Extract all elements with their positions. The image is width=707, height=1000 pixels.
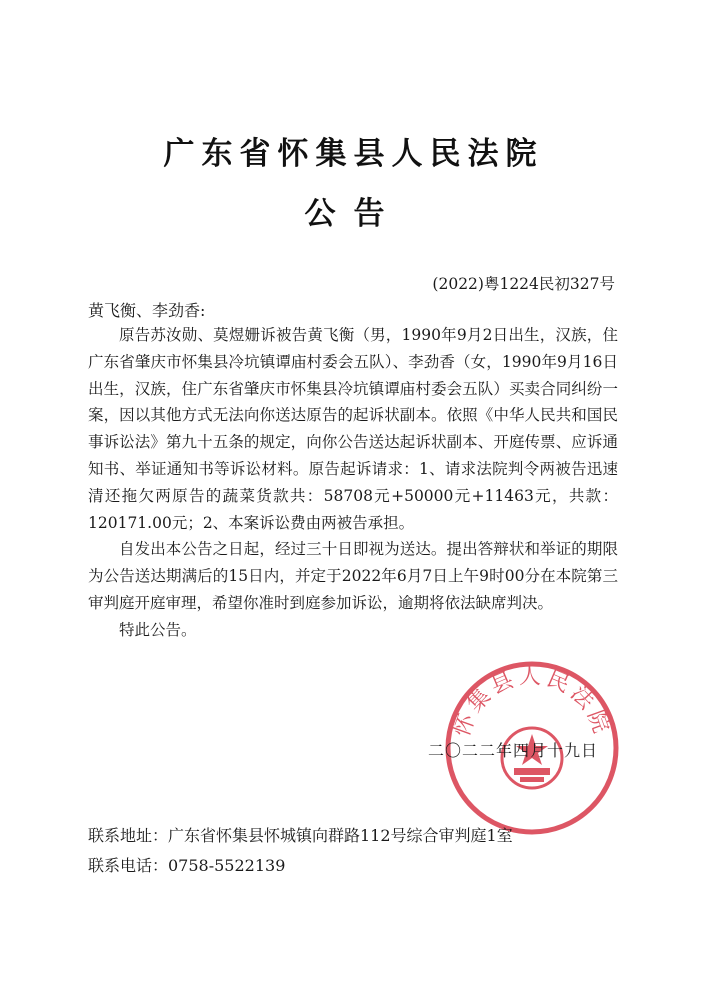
paragraph-claim: 原告苏汝勋、莫煜姗诉被告黄飞衡（男，1990年9月2日出生，汉族，住广东省肇庆市怀集县冷坑镇谭庙村委会五队）、李劲香（女，1990年9月16日出生，汉族，住广东省肇庆市怀集县冷坑镇谭庙村委会五队）买卖合同纠纷一案，因以其他方式无法向你送达原告的起诉状副本。依照《中华人民共和国民事诉讼法》第九十五条的规定，向你公告送达起诉状副本、开庭传票、应诉通知书、举证通知书等诉讼材料。原告起诉请求：1、请求法院判令两被告迅速清还拖欠两原告的蔬菜货款共：58708元+50000元+11463元，共款：120171.00元；2、本案诉讼费由两被告承担。: [88, 326, 618, 532]
paragraph-closing: 特此公告。: [119, 620, 197, 639]
document-type-title: 公告: [304, 196, 403, 232]
addressee: 黄飞衡、李劲香:: [88, 301, 206, 320]
court-name-title: 广东省怀集县人民法院: [163, 136, 544, 172]
svg-text:怀集县人民法院: 怀集县人民法院: [449, 664, 615, 741]
contact-address: 联系地址：广东省怀集县怀城镇向群路112号综合审判庭1室: [88, 826, 513, 845]
case-number: (2022)粤1224民初327号: [432, 275, 615, 293]
contact-phone: 联系电话：0758-5522139: [88, 856, 286, 875]
notice-body: [88, 322, 618, 644]
issue-date: 二〇二二年四月十九日: [428, 741, 599, 760]
paragraph-service-terms: 自发出本公告之日起，经过三十日即视为送达。提出答辩状和举证的期限为公告送达期满后的15日内，并定于2022年6月7日上午9时00分在本院第三审判庭开庭审理，希望你准时到庭参加诉讼，逾期将依法缺席判决。: [88, 540, 618, 612]
